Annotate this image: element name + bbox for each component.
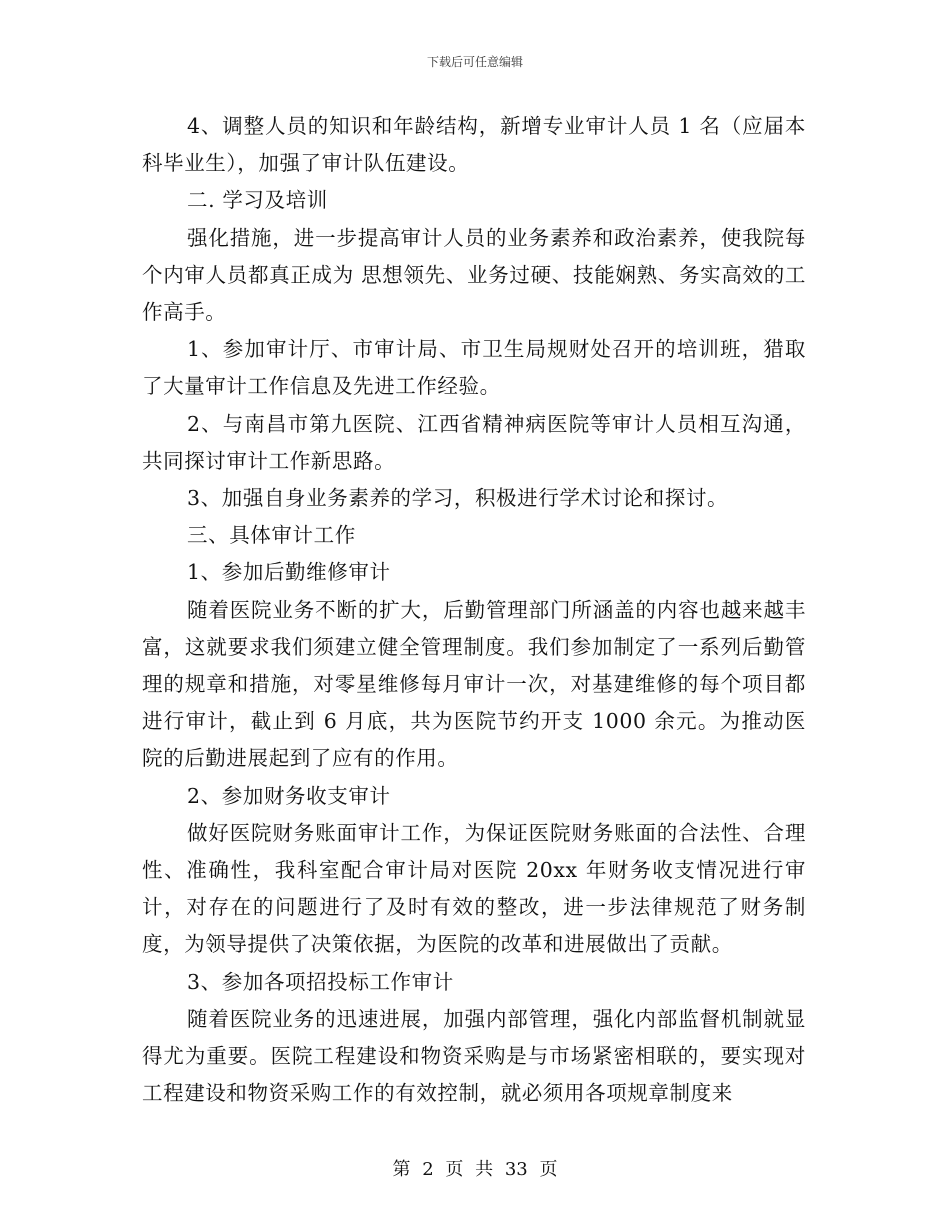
subheading-maintenance-audit: 1、参加后勤维修审计 — [187, 560, 391, 585]
paragraph-staff-structure: 4、调整人员的知识和年龄结构，新增专业审计人员 1 名（应届本科毕业生），加强了审计队伍建设。 — [142, 114, 806, 176]
paragraph-training-item-3: 3、加强自身业务素养的学习，积极进行学术讨论和探讨。 — [187, 486, 729, 511]
paragraph-tender-audit: 随着医院业务的迅速进展，加强内部管理，强化内部监督机制就显得尤为重要。医院工程建设和物资采购是与市场紧密相联的，要实现对工程建设和物资采购工作的有效控制，就必须用各项规章制度来 — [142, 1006, 806, 1106]
paragraph-training-measures: 强化措施，进一步提高审计人员的业务素养和政治素养，使我院每个内审人员都真正成为 思想领先、业务过硬、技能娴熟、务实高效的工作高手。 — [142, 225, 806, 325]
document-body — [142, 108, 806, 1112]
paragraph-finance-audit: 做好医院财务账面审计工作，为保证医院财务账面的合法性、合理性、准确性，我科室配合审计局对医院 20xx 年财务收支情况进行审计，对存在的问题进行了及时有效的整改，进一步法律规范了财务制度，为领导提供了决策依据，为医院的改革和进展做出了贡献。 — [142, 820, 806, 957]
page-number: 第 2 页 共 33 页 — [392, 1159, 558, 1180]
paragraph-maintenance-audit: 随着医院业务不断的扩大，后勤管理部门所涵盖的内容也越来越丰富，这就要求我们须建立健全管理制度。我们参加制定了一系列后勤管理的规章和措施，对零星维修每月审计一次，对基建维修的每个项目都进行审计，截止到 6 月底，共为医院节约开支 1000 余元。为推动医院的后勤进展起到了应有的作用。 — [142, 597, 806, 771]
paragraph-training-item-2: 2、与南昌市第九医院、江西省精神病医院等审计人员相互沟通，共同探讨审计工作新思路。 — [142, 411, 806, 473]
section-heading-training: 二. 学习及培训 — [187, 188, 328, 213]
subheading-finance-audit: 2、参加财务收支审计 — [187, 783, 391, 808]
header-note: 下载后可任意编辑 — [426, 55, 523, 69]
subheading-tender-audit: 3、参加各项招投标工作审计 — [187, 969, 454, 994]
paragraph-training-item-1: 1、参加审计厅、市审计局、市卫生局规财处召开的培训班，猎取了大量审计工作信息及先进工作经验。 — [142, 337, 806, 399]
section-heading-audit-work: 三、具体审计工作 — [187, 523, 356, 548]
